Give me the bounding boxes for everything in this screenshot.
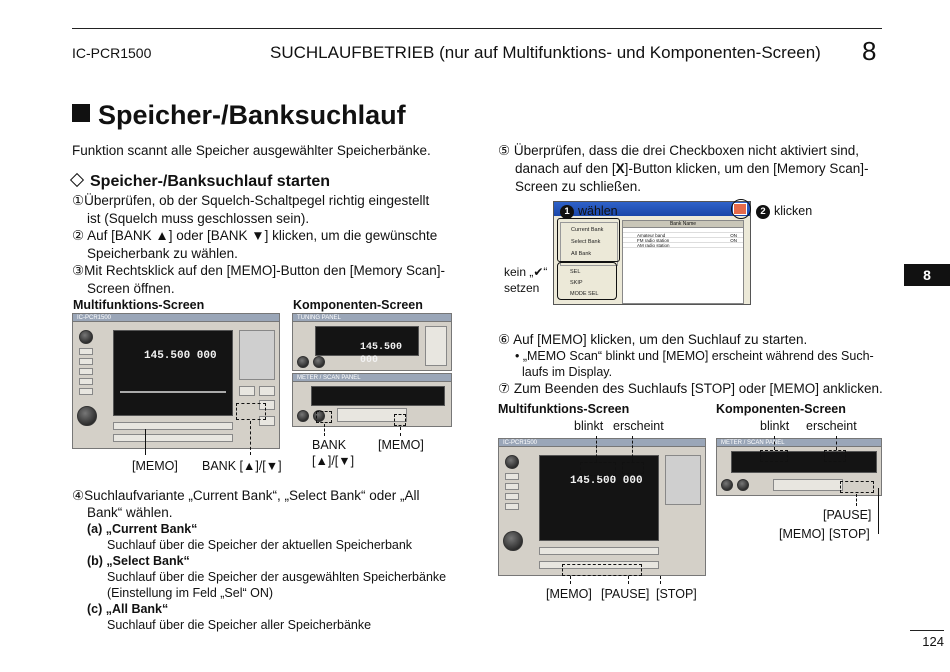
step-4a: ④Suchlaufvariante „Current Bank“, „Select Bank“ oder „All bbox=[72, 488, 420, 503]
comp-bank-highlight bbox=[316, 411, 332, 423]
meter2-title: METER / SCAN PANEL bbox=[717, 439, 881, 447]
step-3b: Screen öffnen. bbox=[87, 281, 175, 296]
side-btn-3 bbox=[79, 368, 93, 375]
fig2-blinkt: blinkt bbox=[574, 419, 604, 433]
fig2-comp-stop: [STOP] bbox=[829, 527, 870, 541]
fig1-comp-memo: [MEMO] bbox=[378, 438, 424, 452]
select-callout: 1 wählen bbox=[560, 203, 618, 220]
bank-highlight bbox=[236, 403, 266, 420]
fig1-comp-bank: BANK bbox=[312, 438, 347, 452]
fig1-bank-label: BANK [▲]/[▼] bbox=[202, 459, 282, 473]
table-row: FM radio station ON bbox=[623, 238, 743, 243]
tuning-title: TUNING PANEL bbox=[293, 314, 451, 322]
check-sel[interactable]: SEL bbox=[570, 269, 581, 275]
side-btn-1 bbox=[79, 348, 93, 355]
side-btn-2a bbox=[505, 473, 519, 480]
fig2-comp-memo: [MEMO] bbox=[779, 527, 825, 541]
step-5b: danach auf den [X]-Button klicken, um den [Memory Scan]- bbox=[515, 161, 869, 176]
opt-select-bank[interactable]: Select Bank bbox=[571, 239, 601, 245]
memo-leader bbox=[145, 429, 146, 455]
blink-highlight bbox=[580, 462, 616, 476]
step-1a: ①Überprüfen, ob der Squelch-Schaltpegel richtig eingestellt bbox=[72, 193, 430, 208]
step-2b: Speicherbank zu wählen. bbox=[87, 246, 238, 261]
option-b-text1: Suchlauf über die Speicher der ausgewählten Speicherbänke bbox=[107, 570, 447, 584]
meter2-lcd bbox=[731, 451, 877, 473]
comp-frequency: 145.500 000 bbox=[360, 342, 403, 367]
memo-leader-2 bbox=[570, 576, 571, 584]
comp-blink-leader bbox=[774, 436, 775, 450]
scan-buttons-highlight bbox=[562, 564, 642, 576]
subsection-title: Speicher-/Banksuchlauf starten bbox=[68, 171, 330, 192]
close-highlight bbox=[731, 199, 751, 219]
comp-appear-leader bbox=[836, 436, 837, 450]
diamond-bullet-icon bbox=[70, 173, 84, 187]
no-check-label-1: kein „✔“ bbox=[504, 265, 548, 279]
checkbox-highlight bbox=[557, 262, 617, 300]
side-btn-5 bbox=[79, 388, 93, 395]
scan-controls-2 bbox=[773, 479, 843, 491]
meter2-knob-2 bbox=[737, 479, 749, 491]
meter-title: METER / SCAN PANEL bbox=[293, 374, 451, 382]
section-title: Speicher-/Banksuchlauf bbox=[72, 98, 406, 134]
comp-stop-leader bbox=[878, 488, 879, 534]
square-bullet-icon bbox=[72, 104, 90, 122]
fig2-comp-blinkt: blinkt bbox=[760, 419, 790, 433]
multi-screen-scan-image bbox=[498, 438, 706, 576]
step-1b: ist (Squelch muss geschlossen sein). bbox=[87, 211, 310, 226]
side-btn-2c bbox=[505, 493, 519, 500]
fig2-erscheint: erscheint bbox=[613, 419, 664, 433]
fig2-comp-label: Komponenten-Screen bbox=[716, 402, 846, 416]
stop-leader-2 bbox=[660, 576, 661, 584]
fig2-comp-erscheint: erscheint bbox=[806, 419, 857, 433]
key-a bbox=[239, 386, 255, 396]
option-c-title: (c) „All Bank“ bbox=[87, 602, 169, 616]
blink-leader bbox=[596, 436, 597, 462]
step-7: ⑦ Zum Beenden des Suchlaufs [STOP] oder [MEMO] anklicken. bbox=[498, 381, 883, 396]
opt-current-bank[interactable]: Current Bank bbox=[571, 227, 604, 233]
comp-blink-highlight bbox=[760, 450, 788, 462]
options-highlight bbox=[557, 218, 620, 262]
option-b-text2: (Einstellung im Feld „Sel“ ON) bbox=[107, 586, 274, 600]
check-mode-sel[interactable]: MODE SEL bbox=[570, 291, 599, 297]
comp-memo-leader bbox=[400, 427, 401, 436]
multi-screen-image bbox=[72, 313, 280, 449]
key-b bbox=[259, 386, 275, 396]
fig1-comp-label: Komponenten-Screen bbox=[293, 298, 423, 312]
multi-title-bar: IC-PCR1500 bbox=[73, 314, 279, 322]
comp-knob-1 bbox=[297, 356, 309, 368]
step-2a: ② Auf [BANK ▲] oder [BANK ▼] klicken, um die gewünschte bbox=[72, 228, 438, 243]
fig1-memo-label: [MEMO] bbox=[132, 459, 178, 473]
option-c-text: Suchlauf über die Speicher aller Speicherbänke bbox=[107, 618, 372, 632]
fig2-comp-pause: [PAUSE] bbox=[823, 508, 872, 522]
page-number: 124 bbox=[910, 630, 944, 650]
comp-bank-leader bbox=[324, 424, 325, 436]
fig1-multi-label: Multifunktions-Screen bbox=[73, 298, 205, 312]
header-rule bbox=[72, 28, 882, 29]
pause-leader-2 bbox=[628, 576, 629, 584]
lcd-scale bbox=[120, 391, 226, 393]
comp-knob-2 bbox=[313, 356, 325, 368]
fig2-memo-label: [MEMO] bbox=[546, 587, 592, 601]
step-6: ⑥ Auf [MEMO] klicken, um den Suchlauf zu starten. bbox=[498, 332, 808, 347]
lcd-frequency: 145.500 000 bbox=[144, 350, 217, 362]
model-name: IC-PCR1500 bbox=[72, 45, 152, 61]
fig2-pause-label: [PAUSE] bbox=[601, 587, 650, 601]
comp-tuning-image bbox=[292, 313, 452, 371]
power-knob bbox=[79, 330, 93, 344]
lcd2-frequency: 145.500 000 bbox=[570, 475, 643, 487]
multi-lcd bbox=[113, 330, 233, 416]
volume-knob-2 bbox=[503, 531, 523, 551]
check-skip[interactable]: SKIP bbox=[570, 280, 583, 286]
comp-lcd bbox=[315, 326, 419, 367]
step-5a: ⑤ Überprüfen, dass die drei Checkboxen nicht aktiviert sind, bbox=[498, 143, 860, 158]
multi-bottom-bar bbox=[113, 422, 233, 430]
multi-scan-bar bbox=[113, 434, 233, 442]
side-btn-2b bbox=[505, 483, 519, 490]
option-b-title: (b) „Select Bank“ bbox=[87, 554, 190, 568]
side-btn-2 bbox=[79, 358, 93, 365]
power-knob-2 bbox=[505, 455, 519, 469]
keypad bbox=[239, 330, 275, 380]
table-row: Amateur band ON bbox=[623, 233, 743, 238]
opt-all-bank[interactable]: All Bank bbox=[571, 251, 592, 257]
multi2-title-bar: IC-PCR1500 bbox=[499, 439, 705, 447]
chapter-number: 8 bbox=[862, 36, 877, 66]
step-5c: Screen zu schließen. bbox=[515, 179, 642, 194]
fig2-stop-label: [STOP] bbox=[656, 587, 697, 601]
keypad-2 bbox=[665, 455, 701, 505]
comp-pause-leader bbox=[856, 494, 857, 506]
click-callout: 2 klicken bbox=[756, 203, 812, 220]
option-a-title: (a) „Current Bank“ bbox=[87, 522, 198, 536]
chapter-tab: 8 bbox=[904, 264, 950, 286]
chapter-title: SUCHLAUFBETRIEB (nur auf Multifunktions- und Komponenten-Screen) bbox=[270, 43, 821, 62]
multi2-bottom-bar bbox=[539, 547, 659, 555]
meter-knob-1 bbox=[297, 410, 309, 422]
side-btn-4 bbox=[79, 378, 93, 385]
volume-knob bbox=[77, 406, 97, 426]
step-4b: Bank“ wählen. bbox=[87, 505, 173, 520]
meter2-knob-1 bbox=[721, 479, 733, 491]
side-btn-2d bbox=[505, 503, 519, 510]
bank-table-header: Bank Name bbox=[623, 221, 743, 228]
step-3a: ③Mit Rechtsklick auf den [MEMO]-Button den [Memory Scan]- bbox=[72, 263, 445, 278]
fig2-multi-label: Multifunktions-Screen bbox=[498, 402, 630, 416]
comp-memo-highlight bbox=[394, 414, 406, 426]
table-row: AM radio station bbox=[623, 243, 743, 248]
appear-leader bbox=[632, 436, 633, 462]
comp-scan-highlight bbox=[840, 481, 874, 493]
comp-keypad bbox=[425, 326, 447, 366]
appear-highlight bbox=[622, 462, 644, 474]
meter-lcd bbox=[311, 386, 445, 406]
no-check-label-2: setzen bbox=[504, 281, 540, 295]
intro-text: Funktion scannt alle Speicher ausgewählter Speicherbänke. bbox=[72, 143, 431, 158]
fig1-comp-bank-arrows: [▲]/[▼] bbox=[312, 454, 355, 468]
option-a-text: Suchlauf über die Speicher der aktuellen Speicherbank bbox=[107, 538, 413, 552]
step-6-bullet-b: laufs im Display. bbox=[522, 365, 613, 379]
bank-table bbox=[622, 220, 744, 304]
comp-appear-highlight bbox=[824, 450, 846, 462]
bank-leader bbox=[250, 421, 251, 455]
step-6-bullet-a: • „MEMO Scan“ blinkt und [MEMO] erscheint während des Such- bbox=[515, 349, 874, 363]
